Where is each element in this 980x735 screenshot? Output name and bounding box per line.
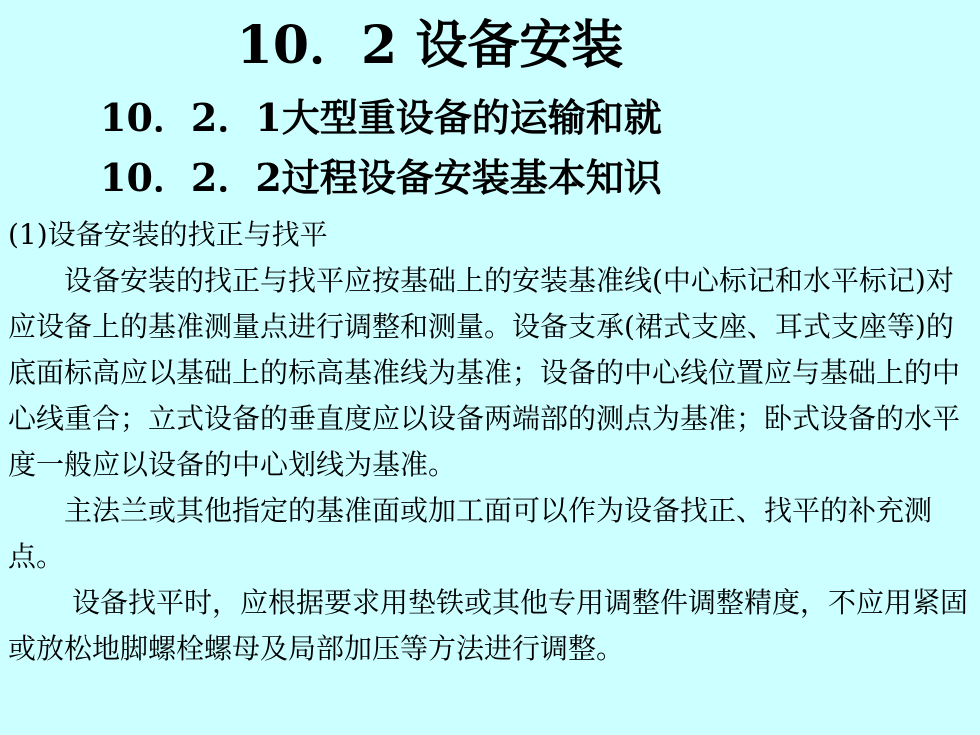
paragraph-2: 主法兰或其他指定的基准面或加工面可以作为设备找正、找平的补充测点。 xyxy=(8,494,933,573)
section-heading: (1)设备安装的找正与找平 xyxy=(8,218,328,251)
paragraph-1: 设备安装的找正与找平应按基础上的安装基准线(中心标记和水平标记)对应设备上的基准测量点进行调整和测量。设备支承(裙式支座、耳式支座等)的底面标高应以基础上的标高基准线为基准；设备的中心线位置应与基础上的中心线重合；立式设备的垂直度应以设备两端部的测点为基准；卧式设备的水平度一般应以设备的中心划线为基准。 xyxy=(8,264,961,481)
subtitle-1: 10．2．1大型重设备的运输和就 xyxy=(100,95,662,140)
paragraph-3: 设备找平时，应根据要求用垫铁或其他专用调整件调整精度，不应用紧固或放松地脚螺栓螺母及局部加压等方法进行调整。 xyxy=(8,586,969,665)
body-text xyxy=(8,212,968,672)
subtitle-2: 10．2．2过程设备安装基本知识 xyxy=(100,155,662,200)
slide-title: 10．2 设备安装 xyxy=(236,15,624,76)
